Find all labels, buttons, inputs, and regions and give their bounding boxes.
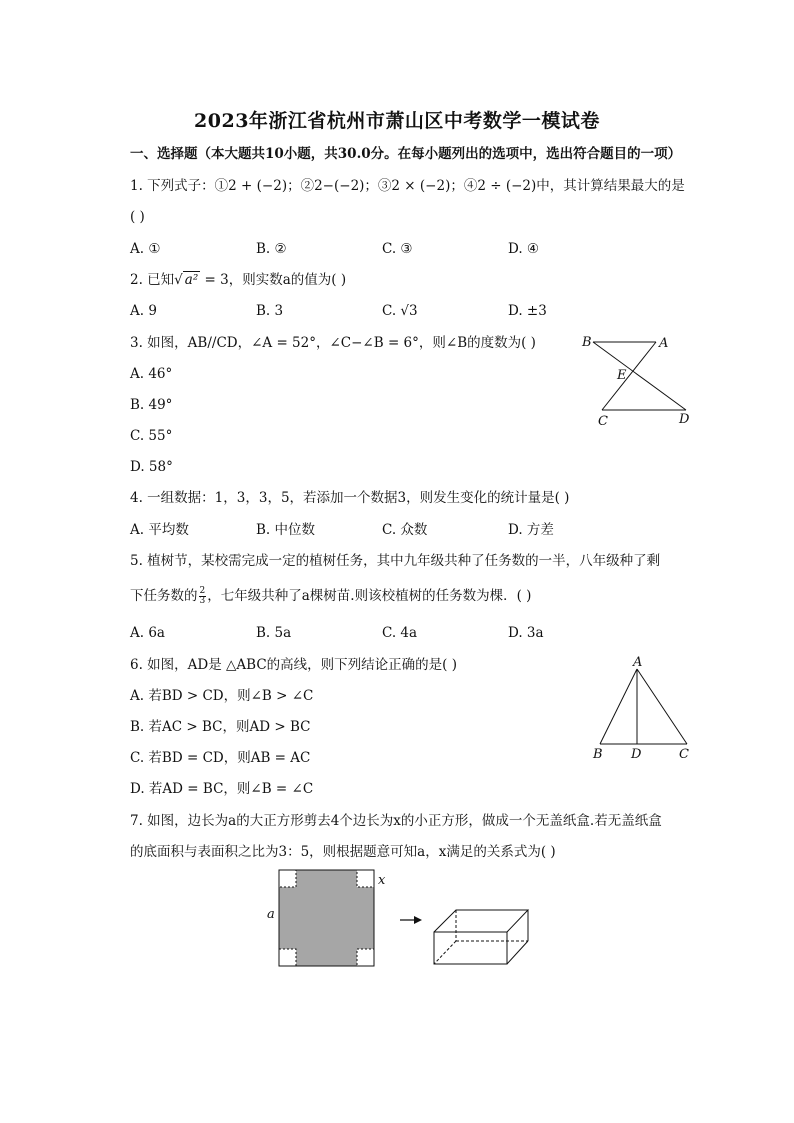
q3-option-c[interactable]: C. 55° <box>130 428 173 444</box>
q5-option-d[interactable]: D. 3a <box>508 625 544 641</box>
q5-option-b[interactable]: B. 5a <box>256 625 292 641</box>
fraction-numerator: 2 <box>199 586 206 596</box>
sqrt-sign: √ <box>174 272 183 288</box>
question-5-text: 5. 植树节，某校需完成一定的植树任务，其中九年级共种了任务数的一半，八年级种了剩 <box>130 553 661 569</box>
question-2-text <box>130 271 346 289</box>
fraction <box>199 587 207 606</box>
question-1-cont: ( ) <box>130 209 145 225</box>
q4-option-d[interactable]: D. 方差 <box>508 522 554 538</box>
q1-option-c[interactable]: C. ③ <box>382 241 413 257</box>
segment-bd <box>593 342 686 410</box>
arrow-head <box>414 916 422 924</box>
question-1-text: 1. 下列式子：①2 + (−2)；②2−(−2)；③2 × (−2)；④2 ÷ (−2)中，其计算结果最大的是 <box>130 178 685 194</box>
segment-ab <box>600 669 637 744</box>
q4-option-b[interactable]: B. 中位数 <box>256 522 316 538</box>
q2-radicand: a² <box>184 272 199 288</box>
box-top <box>434 910 528 932</box>
q7-figure <box>262 866 537 971</box>
question-4-text: 4. 一组数据：1，3，3，5，若添加一个数据3，则发生变化的统计量是( ) <box>130 490 570 506</box>
q2-prefix: 2. 已知 <box>130 272 175 288</box>
q1-option-b[interactable]: B. ② <box>256 241 287 257</box>
q5-cont-prefix: 下任务数的 <box>130 588 198 604</box>
corner-br <box>357 949 374 966</box>
corner-tr <box>357 870 374 887</box>
question-7-cont: 的底面积与表面积之比为3：5，则根据题意可知a，x满足的关系式为( ) <box>130 844 556 860</box>
q6-option-c[interactable]: C. 若BD = CD，则AB = AC <box>130 750 311 766</box>
question-6-text: 6. 如图，AD是 △ABC的高线，则下列结论正确的是( ) <box>130 657 457 673</box>
q2-option-b[interactable]: B. 3 <box>256 303 284 319</box>
q3-option-d[interactable]: D. 58° <box>130 459 173 475</box>
q6-figure <box>590 655 695 765</box>
segment-ac <box>602 342 656 410</box>
label-b: B <box>593 747 603 762</box>
fraction-denominator: 3 <box>199 596 206 606</box>
q2-option-c[interactable]: C. √3 <box>382 303 418 319</box>
q2-option-a[interactable]: A. 9 <box>130 303 157 319</box>
label-e: E <box>617 368 627 383</box>
label-a: a <box>267 907 275 922</box>
segment-ac <box>637 669 687 744</box>
q5-option-c[interactable]: C. 4a <box>382 625 418 641</box>
q2-option-d[interactable]: D. ±3 <box>508 303 547 319</box>
label-d: D <box>631 747 642 762</box>
q6-option-b[interactable]: B. 若AC > BC，则AD > BC <box>130 719 311 735</box>
corner-tl <box>279 870 296 887</box>
q3-option-a[interactable]: A. 46° <box>130 366 173 382</box>
label-b: B <box>582 335 592 350</box>
label-c: C <box>679 747 689 762</box>
q1-option-d[interactable]: D. ④ <box>508 241 540 257</box>
question-5-cont <box>130 583 531 609</box>
q5-option-a[interactable]: A. 6a <box>130 625 165 641</box>
q3-figure <box>580 334 695 429</box>
box-hidden-diag <box>434 941 456 964</box>
label-a: A <box>659 336 669 351</box>
q4-option-c[interactable]: C. 众数 <box>382 522 428 538</box>
corner-bl <box>279 949 296 966</box>
q1-option-a[interactable]: A. ① <box>130 241 161 257</box>
question-3-text: 3. 如图，AB//CD，∠A = 52°，∠C−∠B = 6°，则∠B的度数为( ) <box>130 335 536 351</box>
q5-cont-suffix: ，七年级共种了a棵树苗.则该校植树的任务数为棵．( ) <box>207 588 532 604</box>
question-7-text: 7. 如图，边长为a的大正方形剪去4个边长为x的小正方形，做成一个无盖纸盒.若无盖纸盒 <box>130 813 662 829</box>
q6-option-d[interactable]: D. 若AD = BC，则∠B = ∠C <box>130 781 314 797</box>
q6-option-a[interactable]: A. 若BD > CD，则∠B > ∠C <box>130 688 314 704</box>
label-d: D <box>679 412 690 427</box>
q4-option-a[interactable]: A. 平均数 <box>130 522 189 538</box>
box-front <box>434 932 507 964</box>
page-title: 2023年浙江省杭州市萧山区中考数学一模试卷 <box>194 110 600 132</box>
label-c: C <box>598 414 608 429</box>
q2-suffix: = 3，则实数a的值为( ) <box>200 272 347 288</box>
label-a: A <box>633 655 643 670</box>
label-x: x <box>378 873 386 888</box>
q3-option-b[interactable]: B. 49° <box>130 397 173 413</box>
section-heading: 一、选择题（本大题共10小题，共30.0分。在每小题列出的选项中，选出符合题目的一项） <box>130 146 682 162</box>
